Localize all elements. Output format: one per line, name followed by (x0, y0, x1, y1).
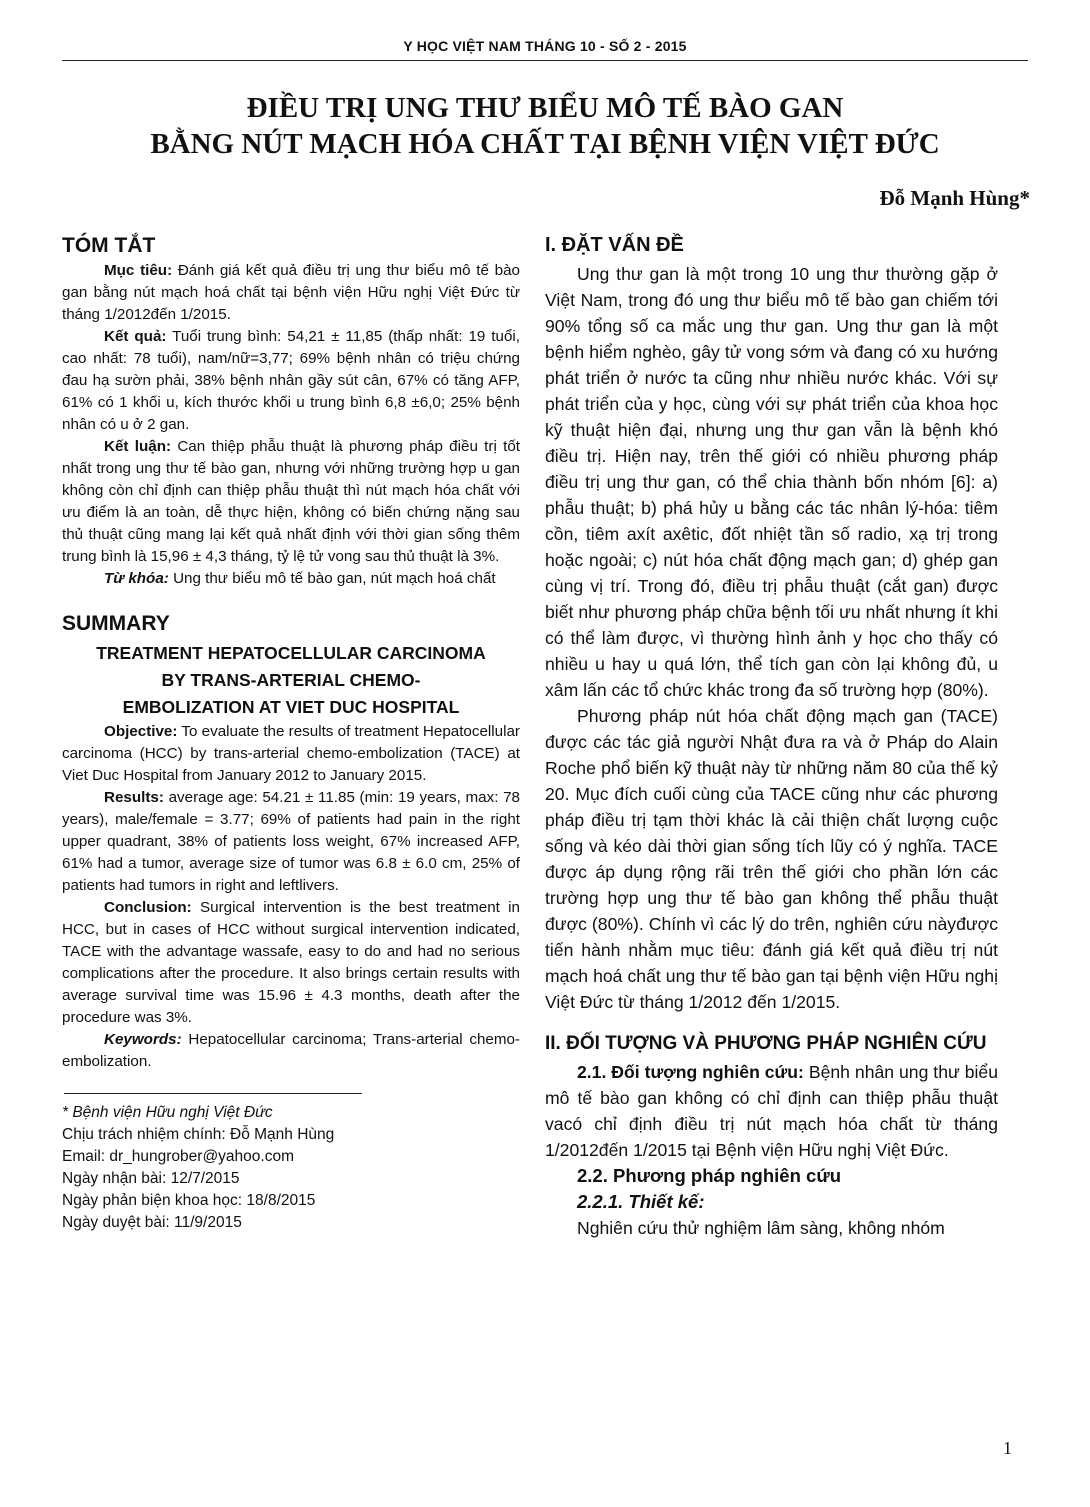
abstract-vi-heading: TÓM TẮT (62, 234, 156, 257)
section2-2-1-heading: 2.2.1. Thiết kế: (577, 1191, 705, 1212)
right-column (545, 234, 998, 1241)
section2-2-1-text: Nghiên cứu thử nghiệm lâm sàng, không nhóm (577, 1218, 945, 1238)
left-column (62, 234, 520, 1234)
article-title (60, 90, 1030, 162)
conclusion-label: Kết luận: (104, 438, 172, 455)
objective-label: Mục tiêu: (104, 262, 173, 279)
summary-results (62, 787, 520, 897)
section1-paragraph-2: Phương pháp nút hóa chất động mạch gan (TACE) được các tác giả người Nhật đưa ra và ở Pháp do Alain Roche phổ biến kỹ thuật này từ những năm 80 của thế kỷ 20. Mục đích cuối cùng của TACE cũng như các phương pháp điều trị tạm thời khác là cải thiện chất lượng cuộc sống và kéo dài thời gian sống tích lũy có ý nghĩa. TACE được áp dụng rộng rãi trên thế giới cho phần lớn các trường hợp ung thư tế bào gan không thể phẫu thuật được (80%). Chính vì các lý do trên, nghiên cứu nàyđược tiến hành nhằm mục tiêu: đánh giá kết quả điều trị nút mạch hoá chất ung thư tế bào gan tại bệnh viện Hữu nghị Việt Đức từ tháng 1/2012 đến 1/2015. (545, 706, 998, 1012)
running-header: Y HỌC VIỆT NAM THÁNG 10 - SỐ 2 - 2015 (62, 38, 1028, 61)
footnote-email: Email: dr_hungrober@yahoo.com (62, 1148, 294, 1165)
results-text: Tuổi trung bình: 54,21 ± 11,85 (thấp nhất: 19 tuổi, cao nhất: 78 tuổi), nam/nữ=3,77; 69% bệnh nhân có triệu chứng đau hạ sườn phải, 38% bệnh nhân gầy sút cân, 67% có tăng AFP, 61% có 1 khối u, kích thước khối u trung bình 6,8 ±6,0; 25% bệnh nhân có u ở 2 gan. (62, 328, 520, 433)
summary-title-line-3: EMBOLIZATION AT VIET DUC HOSPITAL (122, 697, 460, 717)
summary-keywords-label: Keywords: (104, 1031, 182, 1048)
summary-title-line-1: TREATMENT HEPATOCELLULAR CARCINOMA (96, 643, 486, 663)
page-number: 1 (1003, 1438, 1012, 1458)
section2-1-paragraph (545, 1059, 998, 1163)
summary-conclusion-text: Surgical intervention is the best treatment in HCC, but in cases of HCC without surgical intervention indicated, TACE with the advantage wassafe, easy to do and had no serious complications after the procedure. It also brings certain results with average survival time was 15.96 ± 4.3 months, death after the procedure was 3%. (62, 899, 520, 1026)
abstract-vi-results (62, 326, 520, 436)
abstract-vi-conclusion (62, 436, 520, 568)
abstract-vi-objective (62, 260, 520, 326)
title-line-2: BẰNG NÚT MẠCH HÓA CHẤT TẠI BỆNH VIỆN VIỆT ĐỨC (150, 128, 940, 160)
section2-1-text: Bệnh nhân ung thư biểu mô tế bào gan không có chỉ định can thiệp phẫu thuật vacó chỉ định điều trị nút mạch hóa chất từ tháng 1/2012đến 1/2015 tại Bệnh viện Hữu nghị Việt Đức. (545, 1062, 998, 1160)
summary-keywords (62, 1029, 520, 1073)
footnote-reviewed: Ngày phản biện khoa học: 18/8/2015 (62, 1192, 316, 1209)
section1-paragraph-1: Ung thư gan là một trong 10 ung thư thường gặp ở Việt Nam, trong đó ung thư biểu mô tế bào gan chiếm tới 90% tổng số ca mắc ung thư gan. Ung thư gan là một bệnh hiểm nghèo, gây tử vong sớm và đang có xu hướng phát triển ở nước ta cũng như nhiều nước khác. Với sự phát triển của y học, cùng với sự phát triển của khoa học kỹ thuật hiện đại, nhưng ung thư gan vẫn là bệnh khó điều trị. Hiện nay, trên thế giới có nhiều phương pháp điều trị ung thư gan, có thể chia thành bốn nhóm [6]: a) phẫu thuật; b) phá hủy u bằng các tác nhân lý-hóa: tiêm cồn, tiêm axít axêtic, đốt nhiệt tần số radio, xạ trị trong hoặc ngoài; c) nút hóa chất động mạch gan; d) ghép gan cùng vị trí. Trong đó, điều trị phẫu thuật (cắt gan) được biết như phương pháp chữa bệnh tối ưu nhất nhưng ít khi có thể làm được, vì thường hình ảnh y học cho thấy có nhiều u hay u quá lớn, thể tích gan còn lại không đủ, u xâm lấn các tổ chức khác trong đa số trường hợp (80%). (545, 264, 998, 700)
summary-objective-text: To evaluate the results of treatment Hepatocellular carcinoma (HCC) by trans-arterial chemo-embolization (TACE) at Viet Duc Hospital from January 2012 to January 2015. (62, 723, 520, 784)
objective-text: Đánh giá kết quả điều trị ung thư biểu mô tế bào gan bằng nút mạch hoá chất tại bệnh viện Hữu nghị Việt Đức từ tháng 1/2012đến 1/2015. (62, 262, 521, 323)
section2-2-heading: 2.2. Phương pháp nghiên cứu (577, 1165, 842, 1186)
keywords-label: Từ khóa: (104, 570, 169, 587)
footnote-affiliation: * Bệnh viện Hữu nghị Việt Đức (62, 1104, 273, 1121)
footnote-accepted: Ngày duyệt bài: 11/9/2015 (62, 1214, 242, 1231)
keywords-text: Ung thư biểu mô tế bào gan, nút mạch hoá chất (168, 570, 496, 587)
summary-heading: SUMMARY (62, 612, 170, 635)
results-label: Kết quả: (104, 328, 167, 345)
summary-results-text: average age: 54.21 ± 11.85 (min: 19 years, max: 78 years), male/female = 3.77; 69% of patients had pain in the right upper quadrant, 38% of patients loss weight, 67% increased AFP, 61% had a tumor, average size of tumor was 6.8 ± 6.0 cm, 25% of patients had tumors in right and leftlivers. (62, 789, 520, 894)
summary-results-label: Results: (104, 789, 164, 806)
section2-1-label: 2.1. Đối tượng nghiên cứu: (577, 1062, 804, 1082)
summary-conclusion-label: Conclusion: (104, 899, 192, 916)
summary-conclusion (62, 897, 520, 1029)
summary-keywords-text: Hepatocellular carcinoma; Trans-arterial chemo-embolization. (62, 1031, 520, 1070)
summary-title (62, 640, 520, 721)
conclusion-text: Can thiệp phẫu thuật là phương pháp điều trị tốt nhất trong ung thư tế bào gan, nhưng với những trường hợp u gan không còn chỉ định can thiệp phẫu thuật thì nút mạch hóa chất với ưu điểm là an toàn, dễ thực hiện, không có biến chứng nặng sau thủ thuật cũng mang lại kết quả nhất định với thời gian sống thêm trung bình là 15,96 ± 4,3 tháng, tỷ lệ tử vong sau thủ thuật là 3%. (62, 438, 520, 565)
summary-objective-label: Objective: (104, 723, 178, 740)
footnote-responsible: Chịu trách nhiệm chính: Đỗ Mạnh Hùng (62, 1126, 335, 1143)
author-name: Đỗ Mạnh Hùng* (879, 186, 1030, 210)
section1-heading: I. ĐẶT VẤN ĐỀ (545, 234, 684, 256)
footnote-received: Ngày nhận bài: 12/7/2015 (62, 1170, 240, 1187)
summary-objective (62, 721, 520, 787)
section2-heading: II. ĐỐI TƯỢNG VÀ PHƯƠNG PHÁP NGHIÊN CỨU (545, 1033, 987, 1054)
summary-title-line-2: BY TRANS-ARTERIAL CHEMO- (161, 670, 421, 690)
title-line-1: ĐIỀU TRỊ UNG THƯ BIỂU MÔ TẾ BÀO GAN (246, 92, 844, 124)
footnote-divider (64, 1093, 362, 1094)
abstract-vi-keywords (62, 568, 520, 590)
